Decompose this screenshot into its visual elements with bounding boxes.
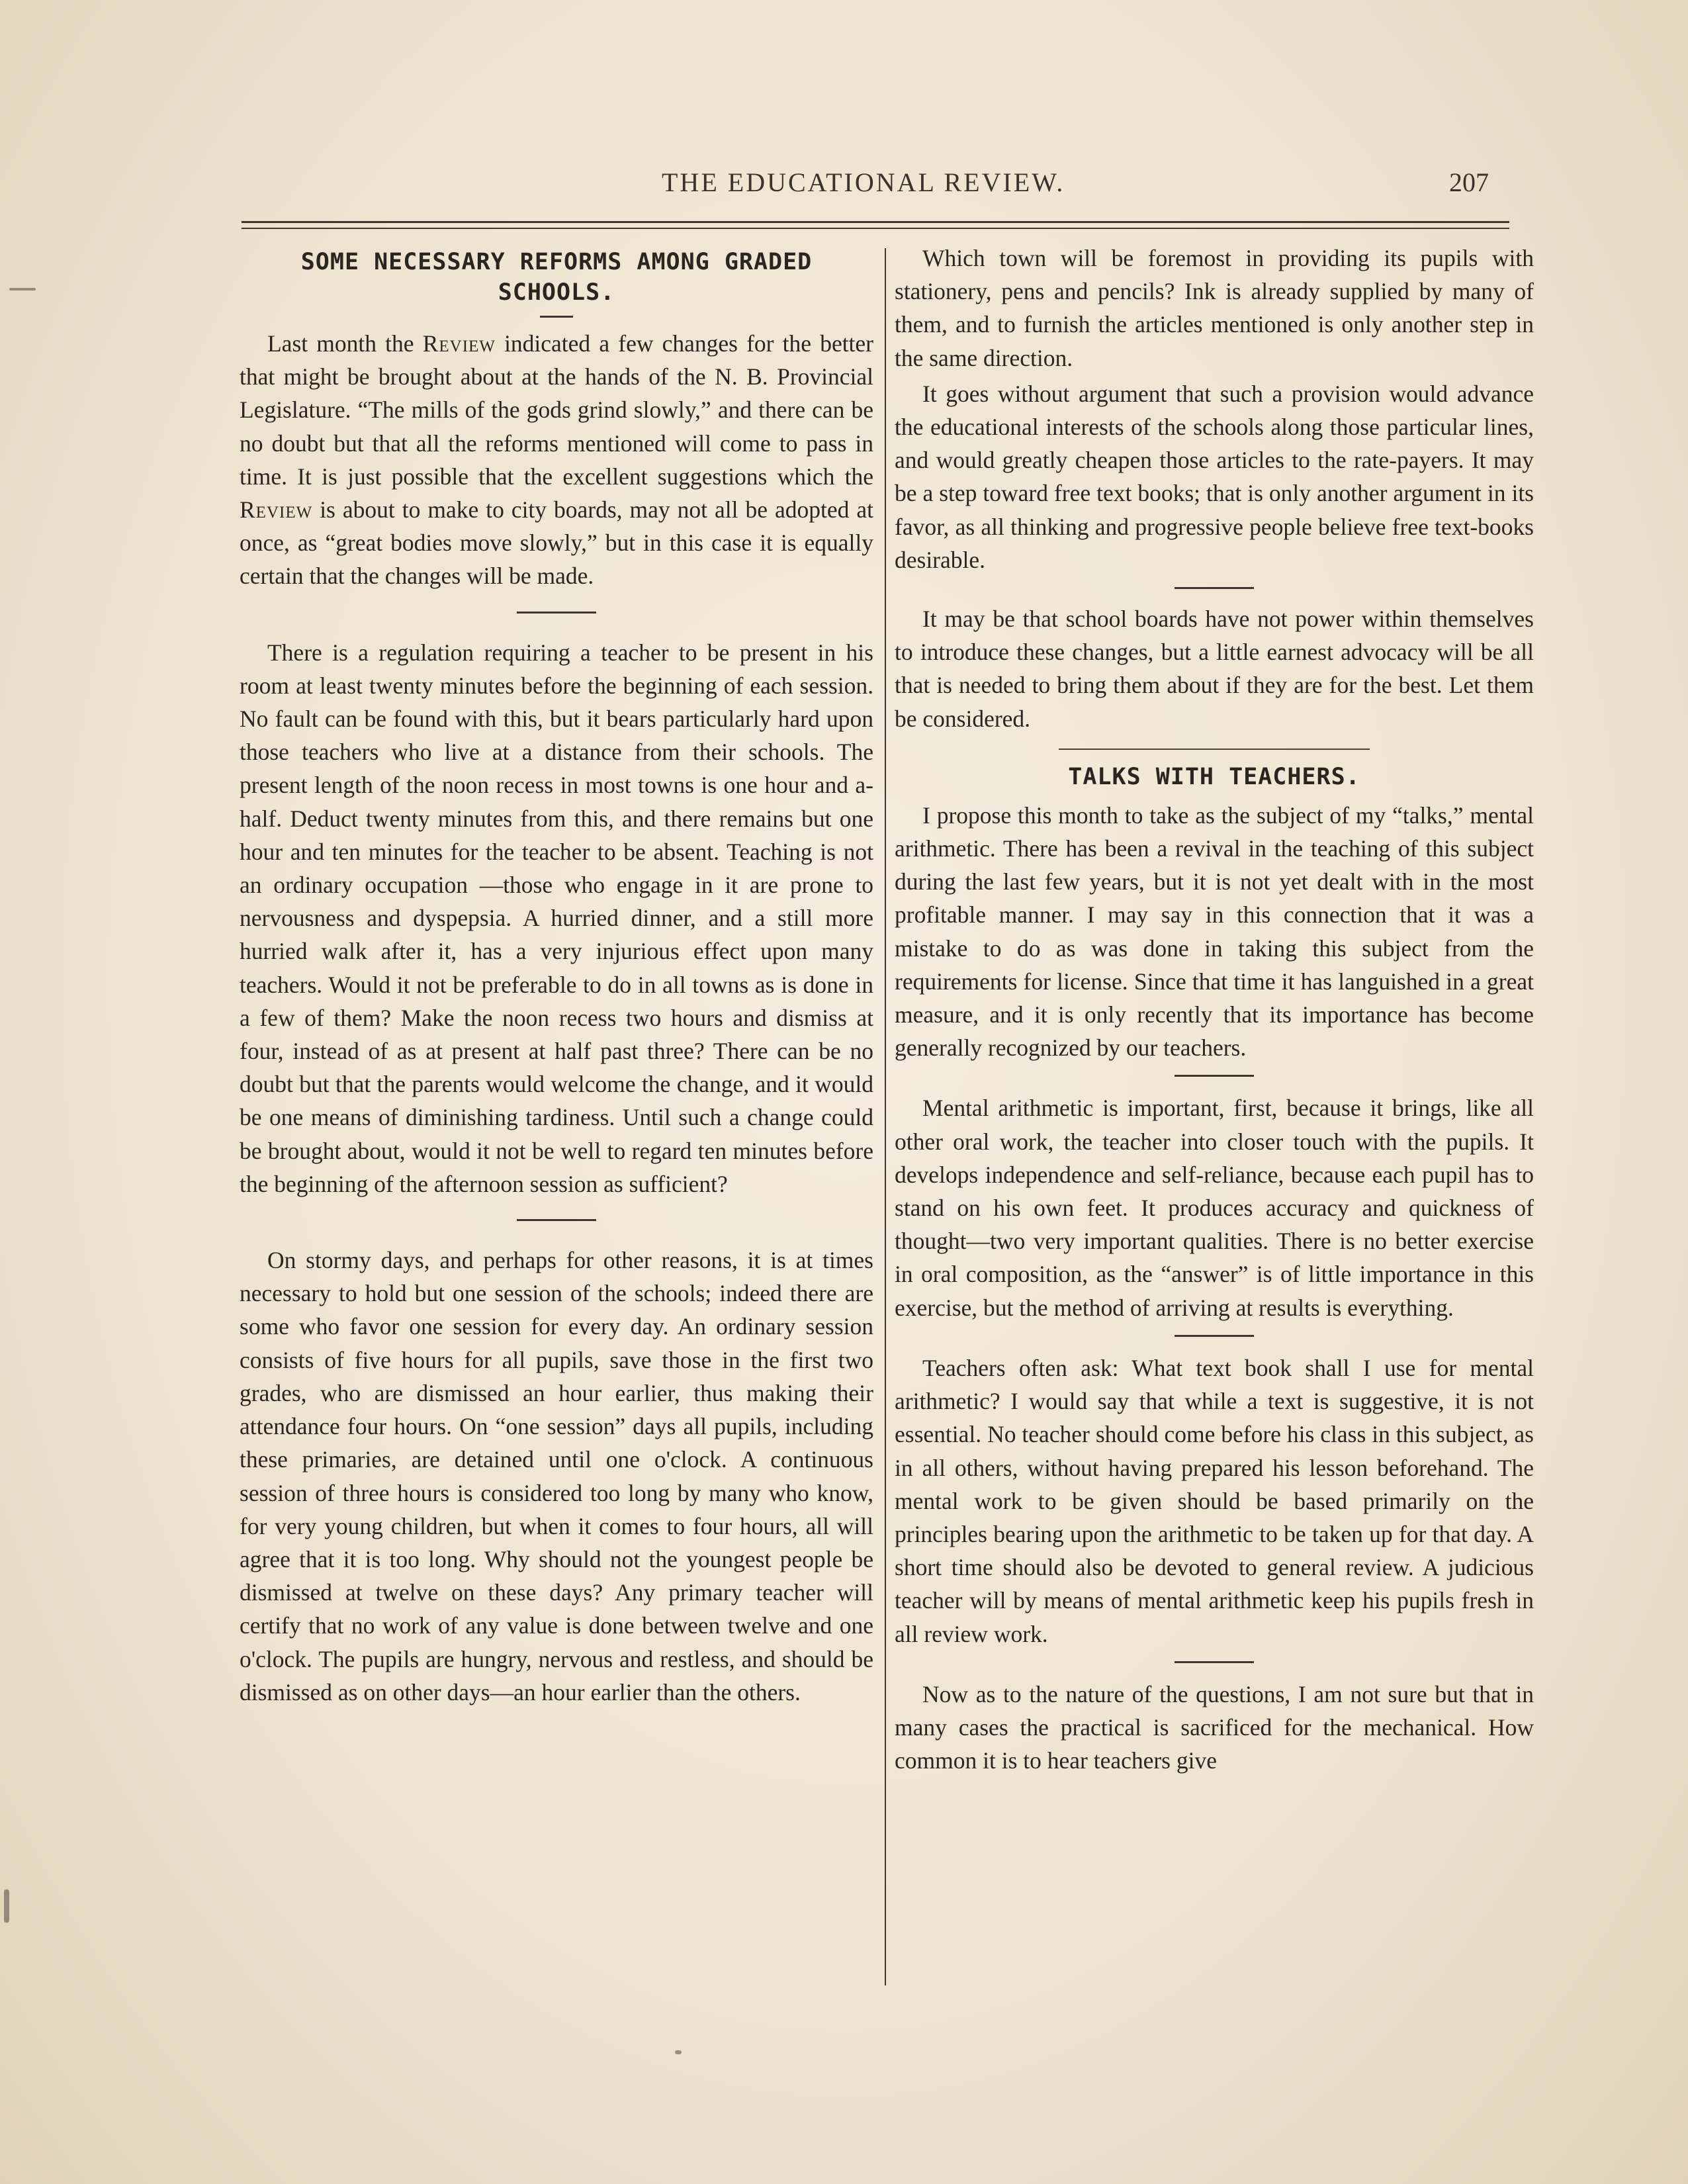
paragraph: On stormy days, and perhaps for other reasons, it is at times necessary to hold but one session of the schools; indeed there are some who favor one session for every day. An ordinary session consists of five hours for all pupils, save those in the first two grades, who are dismissed an hour earlier, thus making their attendance four hours. On “one session” days all pupils, including these primaries, are detained until one o'clock. A continuous session of three hours is considered too long by many who know, for very young children, but when it comes to four hours, all will agree that it is too long. Why should not the youngest people be dismissed at twelve on these days? Any primary teacher will certify that no work of any value is done between twelve and one o'clock. The pupils are hungry, nervous and restless, and should be dismissed as on other days—an hour earlier than the others. <box>240 1247 873 1706</box>
paragraph-text: is about to make to city boards, may not all be adopted at once, as “great bodies move slowly,” but in this case it is equally certain that the changes will be made. <box>240 496 873 590</box>
article-title-line-2: SCHOOLS. <box>498 279 615 306</box>
paragraph: I propose this month to take as the subject of my “talks,” mental arithmetic. There has been a revival in the teaching of this subject during the last few years, but it is not yet dealt with in the most profitable manner. I may say in this connection that it was a mistake to do as was done in taking this subject from the requirements for license. Since that time it has languished in a great measure, and it is only recently that its importance has become generally recognized by our teachers. <box>895 801 1534 1062</box>
paragraph-text: indicated a few changes for the better that might be brought about at the hands of the N. B. Provincial Legislature. “The mills of the gods grind slowly,” and there can be no doubt but that all the reforms mentioned will come to pass in time. It is just possible that the excellent suggestions which the <box>240 330 874 490</box>
paragraph: It goes without argument that such a provision would advance the educational interests of the schools along those particular lines, and would greatly cheapen those articles to the rate-payers. It may be a step toward free text books; that is only another argument in its favor, as all thinking and progressive people believe free text-books desirable. <box>895 380 1534 573</box>
left-column <box>240 242 873 1709</box>
paragraph: There is a regulation requiring a teacher to be present in his room at least twenty minutes before the beginning of each session. No fault can be found with this, but it bears particularly hard upon those teachers who live at a distance from their schools. The present length of the noon recess in most towns is one hour and a-half. Deduct twenty minutes from this, and there remains but one hour and ten minutes for the teacher to be absent. Teaching is not an ordinary occupation —those who engage in it are prone to nervousness and dyspepsia. A hurried dinner, and a still more hurried walk after it, has a very injurious effect upon many teachers. Would it not be preferable to do in all towns as is done in a few of them? Make the noon recess two hours and dismiss at four, instead of as at present at half past three? There can be no doubt but that the parents would welcome the change, and it would be one means of diminishing tardiness. Until such a change could be brought about, would it not be well to regard ten minutes before the beginning of the afternoon session as sufficient? <box>240 639 873 1197</box>
section-rule <box>1175 587 1254 589</box>
section-rule <box>517 612 596 614</box>
paragraph: Teachers often ask: What text book shall I use for mental arithmetic? I would say that while a text is suggestive, it is not essential. No teacher should come before his class in this subject, as in all others, without having prepared his lesson beforehand. The mental work to be given should be based primarily on the principles bearing upon the arithmetic to be taken up for that day. A short time should also be devoted to general review. A judicious teacher will by means of mental arithmetic keep his pupils fresh in all review work. <box>895 1354 1534 1647</box>
paragraph: It may be that school boards have not power within themselves to introduce these changes, but a little earnest advocacy will be all that is needed to bring them about if they are for the best. Let them be considered. <box>895 606 1534 732</box>
journal-title: THE EDUCATIONAL REVIEW. <box>662 167 1065 197</box>
paragraph: Now as to the nature of the questions, I am not sure but that in many cases the practical is sacrificed for the mechanical. How common it is to hear teachers give <box>895 1680 1534 1774</box>
paper-speck <box>9 288 36 291</box>
header-rule-bottom <box>242 228 1509 229</box>
header-rule-top <box>242 221 1509 223</box>
page-number: 207 <box>1449 167 1489 197</box>
right-column <box>895 242 1534 1777</box>
section-rule <box>1175 1661 1254 1663</box>
article-separator <box>1059 749 1370 750</box>
section-rule <box>1175 1335 1254 1337</box>
section-rule <box>1175 1075 1254 1077</box>
article-title-line-1: SOME NECESSARY REFORMS AMONG GRADED <box>300 249 813 275</box>
paragraph-text: Last month the <box>267 330 423 357</box>
paper-speck <box>675 2050 682 2054</box>
paragraph <box>240 327 873 593</box>
paragraph: Which town will be foremost in providing its pupils with stationery, pens and pencils? Ink is already supplied by many of them, and to furnish the articles mentioned is only another step in the same direction. <box>895 245 1534 371</box>
journal-name-mention: Review <box>240 496 313 523</box>
journal-name-mention: Review <box>422 330 496 357</box>
section-rule <box>540 316 573 318</box>
section-rule <box>517 1219 596 1221</box>
article-title-reforms <box>240 247 873 308</box>
article-title-talks: TALKS WITH TEACHERS. <box>1068 763 1360 790</box>
paper-speck <box>4 1889 9 1923</box>
column-divider <box>885 248 886 1985</box>
paragraph: Mental arithmetic is important, first, because it brings, like all other oral work, the teacher into closer touch with the pupils. It develops independence and self-reliance, because each pupil has to stand on his own feet. It produces accuracy and quickness of thought—two very important qualities. There is no better exercise in oral composition, as the “answer” is of little importance in this exercise, but the method of arriving at results is everything. <box>895 1095 1534 1321</box>
running-head <box>0 167 1688 206</box>
